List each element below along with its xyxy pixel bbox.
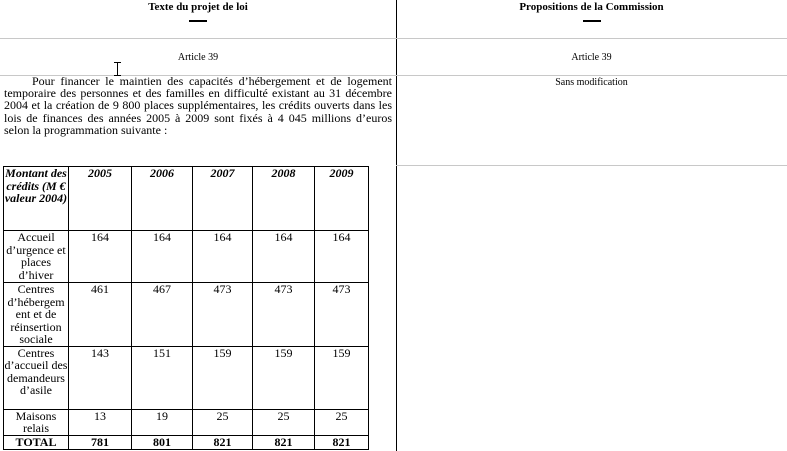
table-header-row	[4, 167, 369, 231]
total-cell: 821	[193, 435, 253, 449]
right-column-title: Propositions de la Commission	[519, 1, 664, 13]
table-cell: 25	[315, 409, 369, 435]
row-label: Maisons relais	[4, 409, 69, 435]
row-label: Centres d’hébergem ent et de réinsertion sociale	[4, 283, 69, 347]
table-cell: 164	[132, 231, 193, 283]
table-row	[4, 231, 369, 283]
table-row	[4, 346, 369, 409]
table-row	[4, 283, 369, 347]
table-cell: 164	[193, 231, 253, 283]
table-cell: 159	[193, 346, 253, 409]
year-header: 2006	[132, 167, 193, 231]
table-cell: 25	[253, 409, 315, 435]
header-separator	[0, 38, 787, 39]
table-cell: 143	[69, 346, 132, 409]
year-header: 2007	[193, 167, 253, 231]
total-label: TOTAL	[4, 435, 69, 449]
table-header-label: Montant des crédits (M € valeur 2004)	[4, 167, 69, 231]
total-cell: 781	[69, 435, 132, 449]
row-label: Accueil d’urgence et places d’hiver	[4, 231, 69, 283]
table-cell: 159	[253, 346, 315, 409]
table-cell: 13	[69, 409, 132, 435]
row-label: Centres d’accueil des demandeurs d’asile	[4, 346, 69, 409]
table-cell: 473	[193, 283, 253, 347]
total-cell: 821	[253, 435, 315, 449]
total-row	[4, 435, 369, 449]
right-title-dash	[583, 20, 601, 22]
table-cell: 164	[253, 231, 315, 283]
table-cell: 25	[193, 409, 253, 435]
left-article-label: Article 39	[177, 52, 219, 63]
year-header: 2005	[69, 167, 132, 231]
article-body-text: Pour financer le maintien des capacités d’hébergement et de logement temporaire des personnes et des familles en difficulté existant au 31 décembre 2004 et la création de 9 800 places supplémentaires, les crédits ouverts dans les lois de finances des années 2005 à 2009 sont fixés à 4 045 millions d’euros selon la programmation suivante :	[4, 74, 392, 137]
table-cell: 19	[132, 409, 193, 435]
credits-table	[3, 166, 369, 450]
commission-note: Sans modification	[555, 77, 628, 88]
table-cell: 473	[315, 283, 369, 347]
left-title-dash	[189, 20, 207, 22]
year-header: 2009	[315, 167, 369, 231]
right-article-label: Article 39	[571, 52, 612, 63]
table-row	[4, 409, 369, 435]
total-cell: 801	[132, 435, 193, 449]
left-column-title: Texte du projet de loi	[148, 1, 248, 13]
year-header: 2008	[253, 167, 315, 231]
table-cell: 473	[253, 283, 315, 347]
table-cell: 467	[132, 283, 193, 347]
table-cell: 164	[69, 231, 132, 283]
table-cell: 159	[315, 346, 369, 409]
paragraph-separator	[396, 165, 787, 166]
total-cell: 821	[315, 435, 369, 449]
column-divider	[396, 0, 397, 451]
table-cell: 164	[315, 231, 369, 283]
table-cell: 461	[69, 283, 132, 347]
table-cell: 151	[132, 346, 193, 409]
